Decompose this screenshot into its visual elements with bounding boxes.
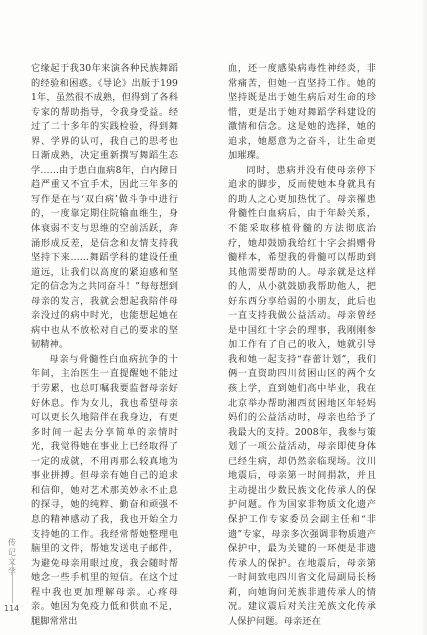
section-divider [12,563,13,603]
paragraph: 同时，患病并没有使母亲停下追求的脚步，反而使她本身就具有的助人之心更加热忱了。母亲罹患骨髓性白血病后，由于年龄关系，不能采取移植骨髓的方法彻底治疗，她却鼓励我给红十字会捐赠骨髓样本，希望我的骨髓可以帮助到其他需要帮助的人。母亲就是这样的人，从小就鼓励我帮助他人，把好东西分享给弱的小朋友，此后也一直支持我做公益活动。母亲曾经是中国红十字会的理事，我刚刚参加工作有了自己的收入，她就引导我和她一起支持“春蕾计划”，我们俩一直资助四川贫困山区的两个女孩上学，直到她们高中毕业，我在北京举办帮助湘西贫困地区年轻妈妈们的公益活动时，母亲也给予了我最大的支持。2008年，我参与策划了一项公益活动，母亲即使身体已经生病，却仍然亲临现场。汶川地震后，母亲第一时间捐款，并且主动提出少数民族文化传承人的保护问题。作为国家非物质文化遗产保护工作专家委员会副主任和“非遗”专家，母亲多次强调非物质遗产保护中，最为关键的一环便是非遗传承人的保护。在地震后，母亲第一时间致电四川省文化局副局长杨莉，向她询问羌族非遗传承人的情况。建议震后对关注羌族文化传承人保护问题。母亲还在 [228,164,376,627]
page-number: 114 [4,604,20,613]
paragraph: 血，还一度感染病毒性神经炎，非常痛苦，但她一直坚持工作。她的坚持既是出于她生病后对生命的珍惜，更是出于她对舞蹈学科建设的激情和信念。这是她的选择，她的追求，她愿意为之奋斗，让生命更加璀璨。 [228,63,376,162]
page-edge-shadow [421,0,427,635]
paragraph: 它缘起于我30年来演各种民族舞蹈的经验和困惑。《导论》出版于1991年，虽然很不成熟，但得到了各科专家的帮助指导，令我身受益。经过了二十多年的实践检验，得到舞界、学界的认可，我自己的思考也日渐成熟，决定重新撰写舞蹈生态学……由于患白血病8年，白内障日趋严重又不宜手术，因此三年多的写作是在与‘双白病’做斗争中进行的，一度靠定期住院输血维生，身体衰弱不支与思维的空前活跃，奔涌形成反差，是信念和友情支持我坚持下来……舞蹈学科的建设任重道远，让我们以高度的紧迫感和坚定的信念为之共同奋斗！”每每想到母亲的发言，我就会想起我陪伴母亲没过的病中时光，也能想起她在病中也从不放松对自己的要求的坚韧精神。 [31,63,178,351]
paragraph: 母亲与骨髓性白血病抗争的十年间，主治医生一直提醒她不能过于劳累，也总叮嘱我要监督母亲好好休息。作为女儿，我也希望母亲可以更长久地陪伴在我身边，有更多时间一起去分享简单的亲情时光，我觉得她在事业上已经取得了一定的成就，不用再那么较真地为事业拼搏。但母亲有她自己的追求和信仰，她对艺术那美妙永不止息的探寻，她的纯粹、勤奋和顽强不息的精神感动了我，我也开始全力支持她的工作。我经常帮她整理电脑里的文件，帮她发送电子邮件，为避免母亲用眼过度，我会随时帮她念一些手机里的短信。在这个过程中我也更加理解母亲。心疼母亲。她因为免疫力低和供血不足，腿脚常常出 [31,353,178,627]
left-text-column [31,62,178,629]
right-text-column [228,62,376,629]
section-label: 传记文学 [8,538,16,576]
